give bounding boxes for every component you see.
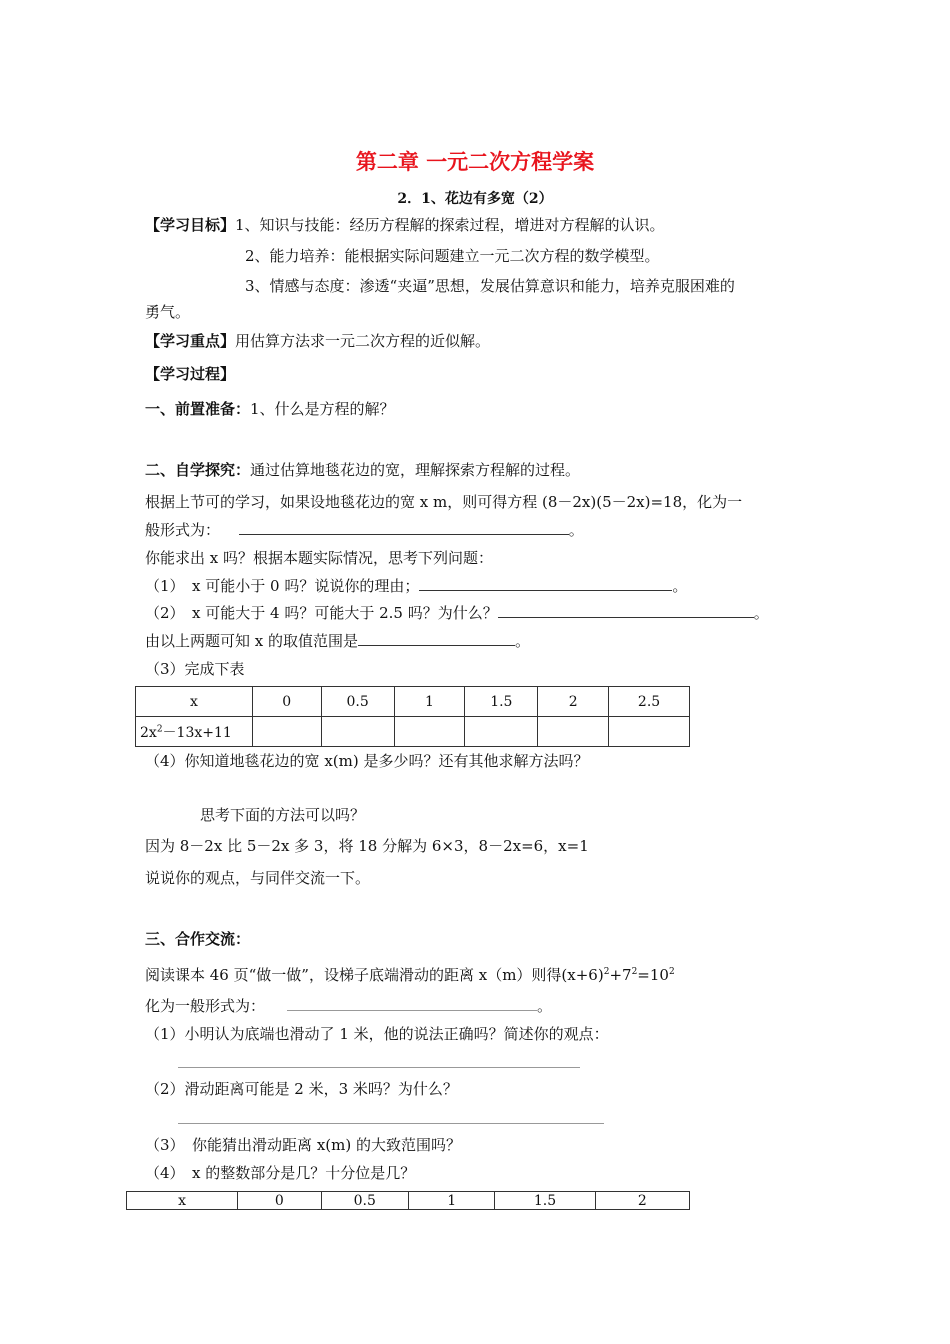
section-1-text: 1、什么是方程的解？: [250, 400, 395, 418]
table-2-header-cell: x: [127, 1192, 238, 1210]
table-1-header-cell: 1: [394, 687, 465, 717]
table-1-empty-cell[interactable]: [252, 717, 321, 747]
question-2: （2） x 可能大于 4 吗？可能大于 2.5 吗？为什么？: [145, 604, 498, 622]
general-form-end: 。: [568, 521, 584, 539]
question-1-blank[interactable]: [419, 576, 672, 591]
table-1-value-row: [136, 717, 690, 747]
ladder-text-b: +7: [609, 966, 632, 984]
discuss-prompt: 说说你的观点，与同伴交流一下。: [145, 869, 371, 887]
factoring-method: 因为 8－2x 比 5－2x 多 3，将 18 分解为 6×3，8－2x=6，x=1: [145, 837, 589, 855]
objective-1: 1、知识与技能：经历方程解的探索过程，增进对方程解的认识。: [235, 216, 665, 234]
table-1-empty-cell[interactable]: [538, 717, 609, 747]
general-form-label: 般形式为：: [145, 521, 221, 539]
expression-label-cell: [136, 717, 253, 747]
table-1-empty-cell[interactable]: [321, 717, 394, 747]
expression-rest: －13x+11: [162, 724, 232, 741]
table-1-header-cell: 1.5: [465, 687, 538, 717]
question-4: （4）你知道地毯花边的宽 x(m) 是多少吗？还有其他求解方法吗？: [145, 752, 589, 770]
evaluation-table-2: [126, 1191, 690, 1210]
exponent: 2: [603, 967, 610, 977]
table-1-header-cell: 2: [538, 687, 609, 717]
table-1-empty-cell[interactable]: [609, 717, 690, 747]
objective-2: 2、能力培养：能根据实际问题建立一元二次方程的数学模型。: [245, 247, 660, 265]
ladder-equation-line: [145, 962, 675, 985]
table-1-header-cell: 2.5: [609, 687, 690, 717]
question-2-line: [145, 603, 769, 623]
table-2-header-cell: 2: [595, 1192, 689, 1210]
range-text: 由以上两题可知 x 的取值范围是: [145, 632, 358, 650]
objectives-label: 【学习目标】: [145, 216, 236, 234]
expression-exponent: 2: [156, 723, 163, 734]
section-3-question-1: （1）小明认为底端也滑动了 1 米，他的说法正确吗？简述你的观点：: [145, 1025, 609, 1043]
section-3-question-2: （2）滑动距离可能是 2 米，3 米吗？为什么？: [145, 1080, 458, 1098]
question-2-end: 。: [753, 604, 769, 622]
table-1-header-cell: 0.5: [321, 687, 394, 717]
focus-label: 【学习重点】: [145, 332, 236, 350]
table-1-header-cell: 0: [252, 687, 321, 717]
table-1-empty-cell[interactable]: [394, 717, 465, 747]
section-subtitle: 2．1、花边有多宽（2）: [397, 191, 553, 207]
evaluation-table-1: [135, 686, 690, 747]
question-1-end: 。: [672, 577, 688, 595]
range-line: [145, 631, 530, 651]
section-3-heading: 三、合作交流：: [145, 930, 251, 948]
general-form-blank[interactable]: [239, 520, 569, 535]
objective-3: 3、情感与态度：渗透“夹逼”思想，发展估算意识和能力，培养克服困难的: [245, 277, 735, 295]
question-2-blank[interactable]: [498, 603, 754, 618]
section-2-heading: 二、自学探究：: [145, 461, 251, 479]
table-2-header-row: [127, 1192, 690, 1210]
section-3-question-3: （3） 你能猜出滑动距离 x(m) 的大致范围吗？: [145, 1136, 461, 1154]
objectives-line-1: [145, 215, 665, 235]
section-1-line: [145, 399, 395, 419]
document-title: 第二章 一元二次方程学案: [355, 149, 595, 174]
exponent: 2: [631, 967, 638, 977]
ladder-form-label: 化为一般形式为：: [145, 997, 266, 1015]
section-3-question-4: （4） x 的整数部分是几？十分位是几？: [145, 1164, 416, 1182]
expression-base: 2x: [140, 724, 157, 741]
objective-3-continued: 勇气。: [145, 303, 191, 321]
focus-text: 用估算方法求一元二次方程的近似解。: [235, 332, 491, 350]
focus-line: [145, 331, 490, 351]
section-2-paragraph-3: 你能求出 x 吗？根据本题实际情况，思考下列问题：: [145, 549, 493, 567]
exponent: 2: [668, 967, 675, 977]
question-1-line: [145, 576, 687, 596]
answer-line-1[interactable]: [178, 1067, 580, 1068]
ladder-text-c: =10: [637, 966, 669, 984]
question-1: （1） x 可能小于 0 吗？说说你的理由；: [145, 577, 420, 595]
section-2-intro: 通过估算地毯花边的宽，理解探索方程解的过程。: [250, 461, 581, 479]
table-2-header-cell: 0: [238, 1192, 321, 1210]
answer-line-2[interactable]: [178, 1123, 604, 1124]
process-label: 【学习过程】: [145, 365, 236, 383]
section-2-paragraph-1: 根据上节可的学习，如果设地毯花边的宽 x m，则可得方程 (8－2x)(5－2x)=18，化为一: [145, 493, 743, 511]
think-prompt: 思考下面的方法可以吗？: [200, 806, 366, 824]
table-2-header-cell: 0.5: [321, 1192, 408, 1210]
ladder-form-line: [145, 996, 552, 1016]
table-1-empty-cell[interactable]: [465, 717, 538, 747]
section-2-paragraph-2: [145, 520, 584, 540]
ladder-form-blank[interactable]: [287, 996, 537, 1011]
question-3: （3）完成下表: [145, 660, 245, 678]
range-end: 。: [515, 632, 531, 650]
ladder-form-end: 。: [537, 997, 553, 1015]
table-2-header-cell: 1.5: [495, 1192, 595, 1210]
ladder-text-a: 阅读课本 46 页“做一做”，设梯子底端滑动的距离 x（m）则得(x+6): [145, 966, 604, 984]
range-blank[interactable]: [358, 631, 515, 646]
table-1-header-row: [136, 687, 690, 717]
section-2-line: [145, 460, 580, 480]
table-2-header-cell: 1: [408, 1192, 494, 1210]
section-1-heading: 一、前置准备：: [145, 400, 251, 418]
table-1-header-cell: x: [136, 687, 253, 717]
